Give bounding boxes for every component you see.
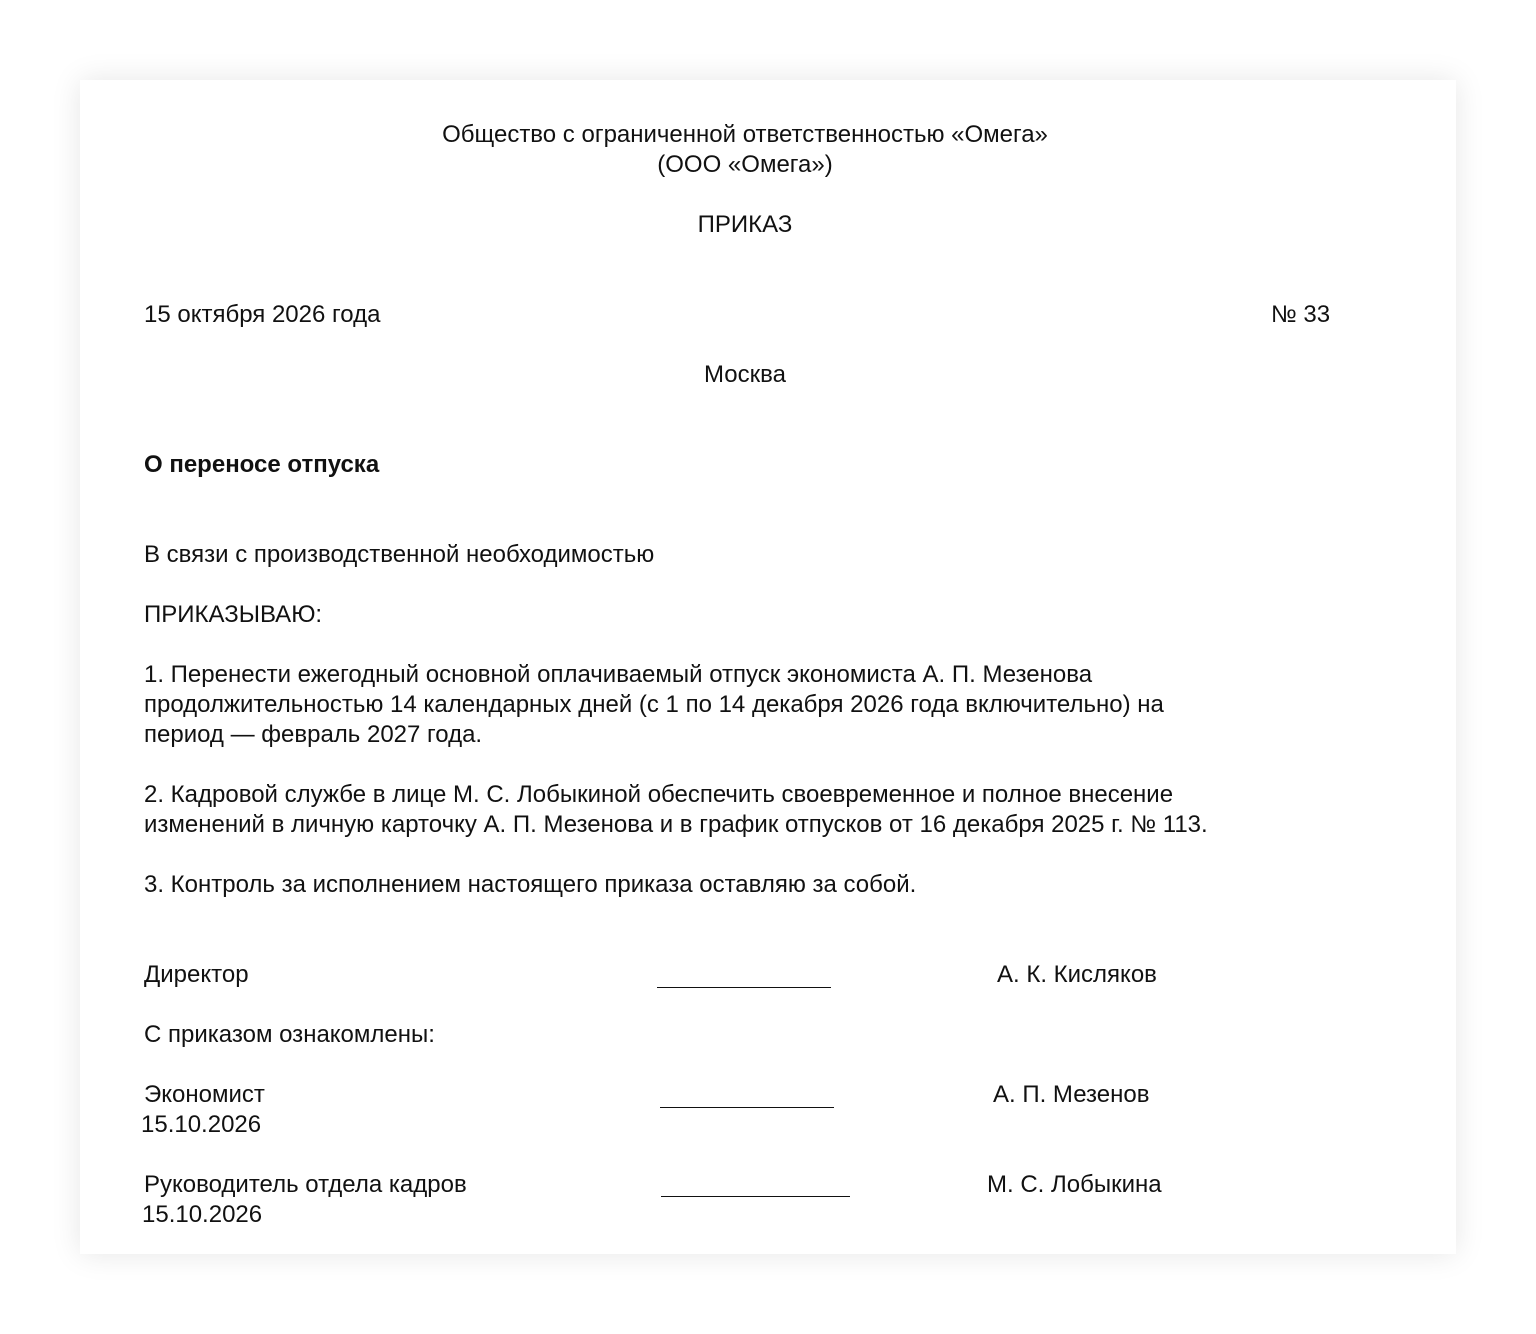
economist-position: Экономист	[144, 1081, 265, 1108]
order-item-1	[144, 660, 1364, 750]
economist-name: А. П. Мезенов	[993, 1081, 1150, 1108]
order-item-2-line-2: изменений в личную карточку А. П. Мезенова и в график отпусков от 16 декабря 2025 г. № 113.	[144, 811, 1208, 838]
document-subject: О переносе отпуска	[144, 451, 380, 478]
economist-signature-line	[660, 1107, 834, 1108]
director-name: А. К. Кисляков	[997, 961, 1157, 988]
order-item-1-line-2: продолжительностью 14 календарных дней (с 1 по 14 декабря 2026 года включительно) на	[144, 691, 1164, 718]
director-signature-line	[657, 987, 831, 988]
hr-head-name: М. С. Лобыкина	[987, 1171, 1162, 1198]
order-item-2-line-1: 2. Кадровой службе в лице М. С. Лобыкиной обеспечить своевременное и полное внесение	[144, 781, 1174, 808]
economist-date: 15.10.2026	[141, 1111, 262, 1138]
document-date: 15 октября 2026 года	[144, 301, 381, 328]
order-item-3	[144, 870, 1364, 900]
order-item-1-line-3: период — февраль 2027 года.	[144, 721, 483, 748]
document-type: ПРИКАЗ	[697, 211, 793, 238]
org-short-name: (ООО «Омега»)	[657, 151, 833, 178]
document-page	[80, 80, 1456, 1254]
director-position: Директор	[144, 961, 249, 988]
city: Москва	[704, 361, 786, 388]
order-item-1-line-1: 1. Перенести ежегодный основной оплачиваемый отпуск экономиста А. П. Мезенова	[144, 661, 1093, 688]
hr-head-position: Руководитель отдела кадров	[144, 1171, 467, 1198]
preamble: В связи с производственной необходимостью	[144, 541, 655, 568]
document-number: № 33	[1271, 301, 1331, 328]
order-item-2	[144, 780, 1364, 840]
order-word: ПРИКАЗЫВАЮ:	[144, 601, 323, 628]
acquainted-label: С приказом ознакомлены:	[144, 1021, 435, 1048]
hr-head-signature-line	[661, 1196, 850, 1197]
hr-head-date: 15.10.2026	[142, 1201, 263, 1228]
order-item-3-line-1: 3. Контроль за исполнением настоящего приказа оставляю за собой.	[144, 871, 917, 898]
org-full-name: Общество с ограниченной ответственностью «Омега»	[442, 121, 1048, 148]
